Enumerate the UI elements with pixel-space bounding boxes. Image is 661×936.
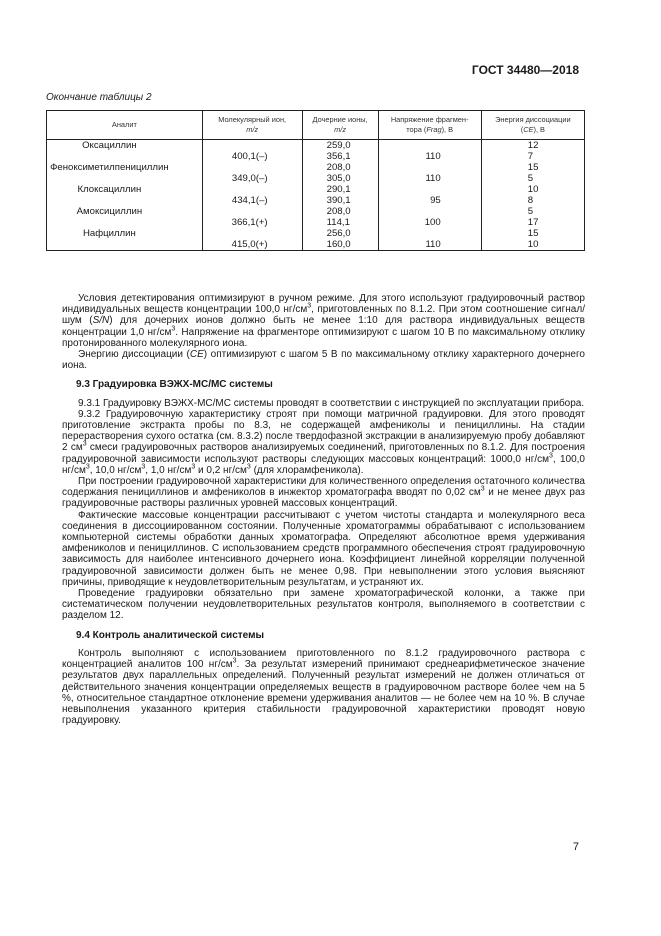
document-id: ГОСТ 34480—2018	[471, 63, 579, 77]
paragraph: Энергию диссоциации (CE) оптимизируют с шагом 5 В по максимальному отклику характерного дочернего иона.	[62, 349, 585, 372]
fragmentor-voltage: 110	[378, 162, 481, 184]
header-daughter-ions: Дочерние ионы, m/z	[302, 111, 378, 140]
daughter-ions: 208,0 305,0	[302, 162, 378, 184]
header-molecular-ion: Молекулярный ион, m/z	[202, 111, 302, 140]
body-text	[62, 293, 585, 726]
collision-energy: 15 5	[481, 162, 584, 184]
collision-energy: 5 17	[481, 206, 584, 228]
table-row	[47, 228, 585, 251]
analyte-name: Нафциллин	[47, 228, 203, 251]
collision-energy: 10 8	[481, 184, 584, 206]
fragmentor-voltage: 110	[378, 228, 481, 251]
paragraph: Проведение градуировки обязательно при замене хроматографической колонки, а также при систематическом получении неудовлетворительных результатов контроля, выполняемого в соответствии с разделом 12.	[62, 588, 585, 622]
molecular-ion: 415,0(+)	[202, 228, 302, 251]
table-caption: Окончание таблицы 2	[46, 92, 152, 103]
section-heading: 9.4 Контроль аналитической системы	[76, 629, 265, 641]
analyte-name: Клоксациллин	[47, 184, 203, 206]
paragraph: Фактические массовые концентрации рассчитывают с учетом чистоты стандарта и молекулярного веса соединения в диссоциированном состоянии. Полученные хроматограммы обрабатывают с использованием компьютерной системы обработки данных хроматографа. Определяют абсолютное время удерживания амфениколов и пенициллинов. С использованием средств программного обеспечения строят градуировочную зависимость для наиболее интенсивного дочернего иона. Коэффициент линейной корреляции полученной градуировочной зависимости должен быть не менее 0,98. При невыполнении этого условия выясняют причины, приводящие к неудовлетворительным результатам, и устраняют их.	[62, 509, 585, 588]
table-row	[47, 184, 585, 206]
table-row	[47, 140, 585, 163]
table-row	[47, 162, 585, 184]
collision-energy: 12 7	[481, 140, 584, 163]
fragmentor-voltage: 100	[378, 206, 481, 228]
molecular-ion: 434,1(–)	[202, 184, 302, 206]
table-header-row	[47, 111, 585, 140]
daughter-ions: 290,1 390,1	[302, 184, 378, 206]
molecular-ion: 400,1(–)	[202, 140, 302, 163]
daughter-ions: 256,0 160,0	[302, 228, 378, 251]
header-analyte: Аналит	[47, 111, 203, 140]
collision-energy: 15 10	[481, 228, 584, 251]
analyte-name: Амоксициллин	[47, 206, 203, 228]
ion-parameters-table	[46, 110, 585, 251]
page-number: 7	[572, 841, 579, 853]
daughter-ions: 259,0 356,1	[302, 140, 378, 163]
section-heading: 9.3 Градуировка ВЭЖХ-МС/МС системы	[76, 379, 273, 391]
molecular-ion: 366,1(+)	[202, 206, 302, 228]
analyte-name: Феноксиметилпенициллин	[47, 162, 203, 184]
paragraph: Контроль выполняют с использованием приготовленного по 8.1.2 градуировочного раствора с концентрацией аналитов 100 $нг/см^3$. За результат измерений принимают среднеарифметическое значение результатов двух параллельных определений. Полученный результат измерений не должен отличаться от действительного значения концентрации определяемых веществ в градуировочном растворе более чем на 5 %, относительное стандартное отклонение времени удерживания аналитов — не более чем на 10 %. В случае невыполнения указанного критерия стабильности градуировочной характеристики проводят новую градуировку.	[62, 647, 585, 727]
molecular-ion: 349,0(–)	[202, 162, 302, 184]
header-fragmentor-voltage: Напряжение фрагмен- тора (Frag), В	[378, 111, 481, 140]
paragraph: При построении градуировочной характеристики для количественного определения остаточного количества содержания пенициллинов и амфениколов в инжектор хроматографа вводят по 0,02 $см^3$ и не менее двух раз градуировочные растворы различных уровней массовых концентраций.	[62, 476, 585, 510]
paragraph: Условия детектирования оптимизируют в ручном режиме. Для этого используют градуировочный раствор индивидуальных веществ концентрации 100,0 $нг/см^3$, приготовленных по 8.1.2. При этом соотношение сигнал/шум (S/N) для дочерних ионов должно быть не менее 1:10 для раствора индивидуальных веществ концентрации 1,0 $нг/см^3$. Напряжение на фрагменторе оптимизируют с шагом 10 В по максимальному отклику протонированного молекулярного иона.	[62, 293, 586, 349]
paragraph: 9.3.2 Градуировочную характеристику строят при помощи матричной градуировки. Для этого проводят приготовление экстракта пробы по 8.3, не содержащей амфениколы и пенициллины. На стадии перерастворения сухого остатка (см. 8.3.2) после твердофазной экстракции в анализируемую пробу добавляют 2 $см^3$ смеси градуировочных растворов анализируемых соединений, приготовленных по 8.1.2. Для построения градуировочной зависимости используют растворы следующих массовых концентраций: 1000,0 $нг/см^3$, 100,0 $нг/см^3$, 10,0 $нг/см^3$, 1,0 $нг/см^3$ и 0,2 $нг/см^3$ (для хлорамфеникола).	[62, 408, 585, 476]
paragraph: 9.3.1 Градуировку ВЭЖХ-МС/МС системы проводят в соответствии с инструкцией по эксплуатации прибора.	[78, 397, 585, 409]
fragmentor-voltage: 110	[378, 140, 481, 163]
analyte-name: Оксациллин	[47, 140, 203, 163]
table-row	[47, 206, 585, 228]
fragmentor-voltage: 95	[378, 184, 481, 206]
header-collision-energy: Энергия диссоциации (CE), В	[481, 111, 584, 140]
daughter-ions: 208,0 114,1	[302, 206, 378, 228]
